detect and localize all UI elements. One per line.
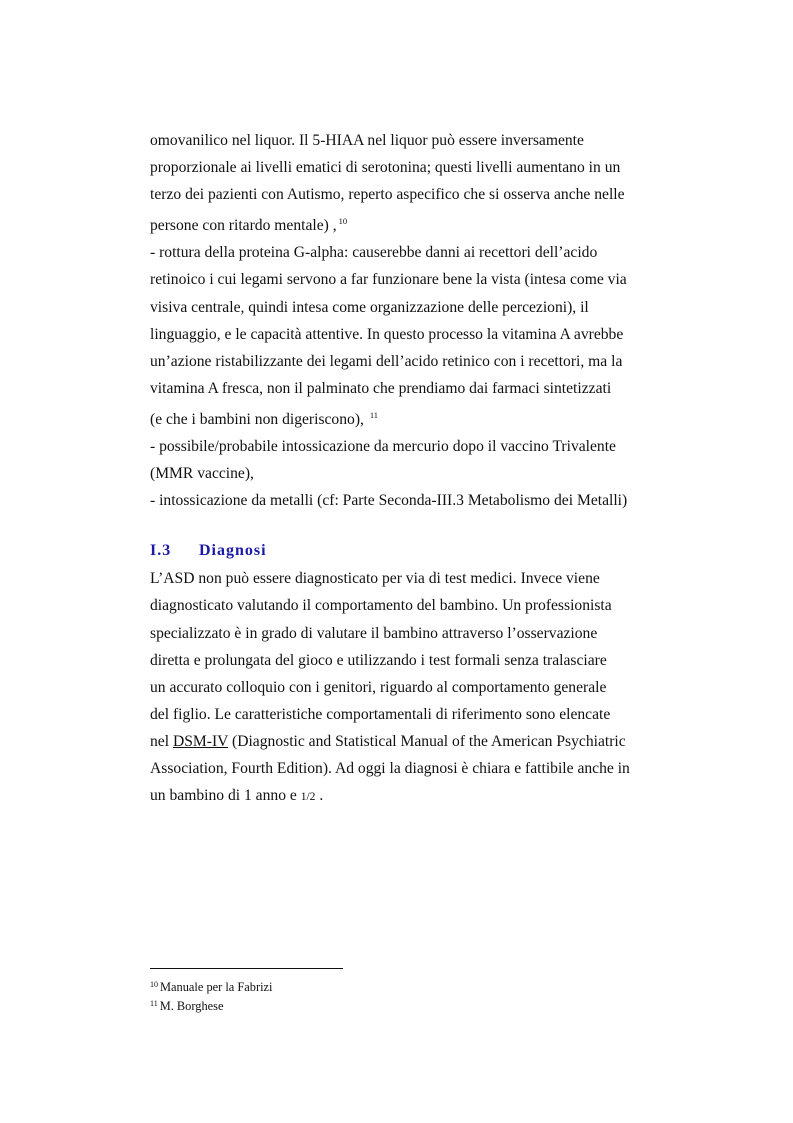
text-line: (e che i bambini non digeriscono), $^{11}$ bbox=[150, 409, 379, 428]
footnote-ref-11[interactable]: 11 bbox=[369, 409, 379, 420]
text-line: visiva centrale, quindi intesa come organizzazione delle percezioni), il bbox=[150, 298, 589, 316]
text-line: un accurato colloquio con i genitori, riguardo al comportamento generale bbox=[150, 678, 607, 696]
footnote-divider bbox=[150, 968, 343, 969]
dsm-iv-link[interactable]: DSM-IV bbox=[172, 732, 229, 750]
text-line: persone con ritardo mentale) , $^{10}$ bbox=[150, 216, 348, 235]
text-line: (MMR vaccine), bbox=[150, 465, 254, 483]
page-body bbox=[150, 127, 687, 811]
upper-paragraph bbox=[150, 127, 687, 514]
text-line: linguaggio, e le capacità attentive. In questo processo la vitamina A avrebbe bbox=[150, 325, 624, 343]
text-line: del figlio. Le caratteristiche comportamentali di riferimento sono elencate bbox=[150, 705, 611, 723]
footnotes bbox=[150, 977, 273, 1014]
text-line: diagnosticato valutando il comportamento del bambino. Un professionista bbox=[150, 597, 612, 615]
text-line: - possibile/probabile intossicazione da mercurio dopo il vaccino Trivalente bbox=[150, 438, 616, 456]
fraction-one-half: 1/2 bbox=[300, 791, 316, 804]
text-line: proporzionale ai livelli ematici di serotonina; questi livelli aumentano in un bbox=[150, 159, 621, 177]
footnote-ref-10[interactable]: 10 bbox=[338, 216, 348, 227]
text-line: diretta e prolungata del gioco e utilizzando i test formali senza tralasciare bbox=[150, 651, 607, 669]
section-title: Diagnosi bbox=[199, 542, 267, 560]
diagnosis-paragraph bbox=[150, 565, 687, 811]
text-line: nel DSM-IV (Diagnostic and Statistical Manual of the American Psychiatric bbox=[150, 732, 626, 750]
text-line: Association, Fourth Edition). Ad oggi la diagnosi è chiara e fattibile anche in bbox=[150, 759, 630, 777]
text-line: retinoico i cui legami servono a far funzionare bene la vista (intesa come via bbox=[150, 271, 627, 289]
section-number: I.3 bbox=[150, 542, 172, 560]
text-line: - intossicazione da metalli (cf: Parte Seconda-III.3 Metabolismo dei Metalli) bbox=[150, 492, 628, 510]
text-line: L’ASD non può essere diagnosticato per via di test medici. Invece viene bbox=[150, 570, 600, 588]
text-line: un bambino di 1 anno e 1/2 . bbox=[150, 787, 324, 805]
section-heading bbox=[150, 537, 687, 565]
text-line: terzo dei pazienti con Autismo, reperto aspecifico che si osserva anche nelle bbox=[150, 186, 625, 204]
text-line: specializzato è in grado di valutare il bambino attraverso l’osservazione bbox=[150, 624, 598, 642]
text-line: vitamina A fresca, non il palminato che prendiamo dai farmaci sintetizzati bbox=[150, 379, 612, 397]
footnote-10: $^{10}$ Manuale per la Fabrizi bbox=[150, 980, 273, 994]
text-line: - rottura della proteina G-alpha: causerebbe danni ai recettori dell’acido bbox=[150, 244, 598, 262]
footnote-11: $^{11}$ M. Borghese bbox=[150, 998, 224, 1013]
text-line: un’azione ristabilizzante dei legami dell’acido retinico con i recettori, ma la bbox=[150, 352, 623, 370]
text-line: omovanilico nel liquor. Il 5-HIAA nel liquor può essere inversamente bbox=[150, 132, 584, 149]
